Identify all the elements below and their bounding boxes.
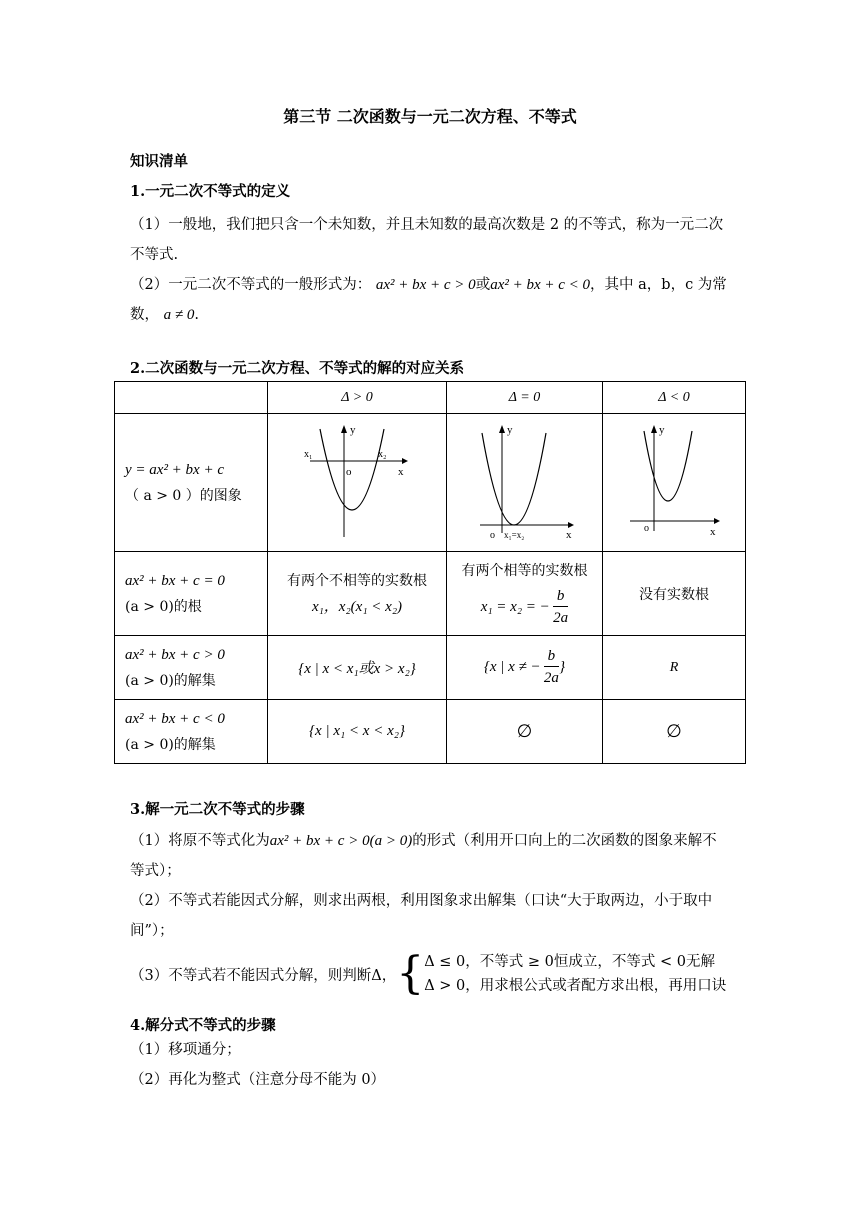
gt-cell-double xyxy=(447,636,603,700)
lt-set-two: {x | x₁ < x < x₂} xyxy=(309,723,405,739)
fraction-num: b xyxy=(553,586,569,607)
page-title: 第三节 二次函数与一元二次方程、不等式 xyxy=(283,107,577,126)
roots-label-eq: ax² + bx + c = 0 xyxy=(125,572,225,589)
s4-p1: （1）移项通分； xyxy=(130,1042,241,1058)
case-list xyxy=(424,950,726,998)
origin-label: o xyxy=(644,522,649,534)
parabola-two-roots-graph xyxy=(302,421,412,541)
s1-end: . xyxy=(194,307,199,323)
s1-heading: 1.一元二次不等式的定义 xyxy=(130,183,291,200)
x-axis-arrow xyxy=(714,518,720,524)
graph-label-cond: （ a > 0 ）的图象 xyxy=(125,487,242,504)
lt-cell-two xyxy=(268,700,447,764)
s4-heading: 4.解分式不等式的步骤 xyxy=(130,1017,276,1034)
roots-cell-none: 没有实数根 xyxy=(603,552,746,636)
s1-formula-lt: ax² + bx + c < 0 xyxy=(490,277,591,293)
s3-p1-suffix: 的形式（利用开口向上的二次函数的图象来解不等式）； xyxy=(130,833,717,879)
fraction-den: 2a xyxy=(553,610,569,626)
x-label: x xyxy=(565,528,571,541)
x-label: x xyxy=(398,465,404,478)
s4-p2: （2）再化为整式（注意分母不能为 0） xyxy=(130,1072,386,1088)
roots-double-formula xyxy=(447,586,602,629)
y-axis-arrow xyxy=(499,425,505,433)
relation-table xyxy=(114,381,746,764)
case-delta-gt: Δ > 0，用求根公式或者配方求出根，再用口诀 xyxy=(424,978,727,994)
x-axis-arrow xyxy=(568,522,574,528)
origin-label: o xyxy=(489,529,495,541)
roots-double-text: 有两个相等的实数根 xyxy=(461,563,588,579)
gt-set-two-text: x | x < x₁或x > x₂ xyxy=(304,661,410,677)
graph-cell-no-root xyxy=(603,414,746,552)
header-empty xyxy=(115,382,268,414)
x-label: x xyxy=(710,525,716,538)
y-label: y xyxy=(350,423,356,436)
gt-cell-none: R xyxy=(603,636,746,700)
fraction-den: 2a xyxy=(543,670,559,686)
gt-set-two: {x | x < x₁或x > x₂} xyxy=(298,661,416,677)
roots-two-text: 有两个不相等的实数根 xyxy=(287,572,427,589)
s2-heading: 2.二次函数与一元二次方程、不等式的解的对应关系 xyxy=(130,360,465,377)
lt-cell-double: ∅ xyxy=(447,700,603,764)
roots-double-lhs: x₁ = x₂ = − xyxy=(480,599,550,615)
parabola-no-root-graph xyxy=(624,421,724,541)
header-delta-eq: Δ = 0 xyxy=(447,382,603,414)
section-label: 知识清单 xyxy=(130,153,188,170)
x12-label: x₁=x₂ xyxy=(503,529,524,540)
fraction xyxy=(553,586,569,629)
gt-label-cond: (a > 0)的解集 xyxy=(125,672,216,689)
graph-cell-two-roots xyxy=(268,414,447,552)
s3-p1 xyxy=(130,826,730,886)
left-brace: { xyxy=(396,948,425,999)
x1-label: x₁ xyxy=(304,448,313,460)
y-axis-arrow xyxy=(651,425,657,433)
x-axis-arrow xyxy=(402,458,408,464)
gt-label-ineq: ax² + bx + c > 0 xyxy=(125,646,225,663)
row-gt-label xyxy=(115,636,268,700)
gt-cell-two xyxy=(268,636,447,700)
lt-label-ineq: ax² + bx + c < 0 xyxy=(125,710,225,727)
s1-cond: a ≠ 0 xyxy=(163,307,195,323)
y-label: y xyxy=(659,423,665,436)
s3-p3-prefix: （3）不等式若不能因式分解，则判断Δ， xyxy=(130,967,397,984)
roots-cell-two xyxy=(268,552,447,636)
parabola-curve xyxy=(320,429,384,510)
s1-p2 xyxy=(130,270,730,330)
s3-heading: 3.解一元二次不等式的步骤 xyxy=(130,801,305,818)
s3-p1-formula: ax² + bx + c > 0(a > 0) xyxy=(269,833,413,849)
graph-label-func: y = ax² + bx + c xyxy=(125,461,224,478)
s3-p2: （2）不等式若能因式分解，则求出两根，利用图象求出解集（口诀“大于取两边，小于取中间”）； xyxy=(130,893,713,939)
y-axis-arrow xyxy=(341,425,347,433)
lt-label-cond: (a > 0)的解集 xyxy=(125,736,216,753)
roots-cell-double xyxy=(447,552,603,636)
lt-set-two-text: x | x₁ < x < x₂ xyxy=(315,723,399,739)
roots-label-cond: (a > 0)的根 xyxy=(125,598,202,615)
header-delta-gt: Δ > 0 xyxy=(268,382,447,414)
parabola-curve xyxy=(482,433,546,525)
row-graph-label xyxy=(115,414,268,552)
s1-formula-gt: ax² + bx + c > 0 xyxy=(375,277,476,293)
fraction-num: b xyxy=(544,646,560,667)
y-label: y xyxy=(506,423,512,436)
case-delta-le: Δ ≤ 0，不等式 ≥ 0恒成立，不等式 < 0无解 xyxy=(424,954,715,970)
row-roots-label xyxy=(115,552,268,636)
s3-p3 xyxy=(130,950,740,998)
parabola-curve xyxy=(644,431,692,501)
s1-or: 或 xyxy=(475,277,491,293)
gt-set-double-text: x | x ≠ − xyxy=(489,659,541,675)
header-delta-lt: Δ < 0 xyxy=(603,382,746,414)
gt-set-double: { x | x ≠ − $\frac{b}{2a}$ } xyxy=(447,646,602,689)
s1-p2-prefix: （2）一元二次不等式的一般形式为： xyxy=(130,277,372,293)
roots-two-formula: x₁，x₂(x₁ < x₂) xyxy=(311,598,403,615)
origin-label: o xyxy=(346,465,352,478)
row-lt-label xyxy=(115,700,268,764)
parabola-double-root-graph xyxy=(470,421,580,541)
s3-p1-prefix: （1）将原不等式化为 xyxy=(130,833,270,849)
x2-label: x₂ xyxy=(378,448,387,460)
s1-p1: （1）一般地，我们把只含一个未知数，并且未知数的最高次数是 2 的不等式，称为一元二次不等式. xyxy=(130,217,724,263)
lt-cell-none: ∅ xyxy=(603,700,746,764)
graph-cell-double-root xyxy=(447,414,603,552)
fraction xyxy=(544,646,560,689)
s1-p2-suffix: ，其中 a，b，c 为常数， xyxy=(130,277,727,323)
